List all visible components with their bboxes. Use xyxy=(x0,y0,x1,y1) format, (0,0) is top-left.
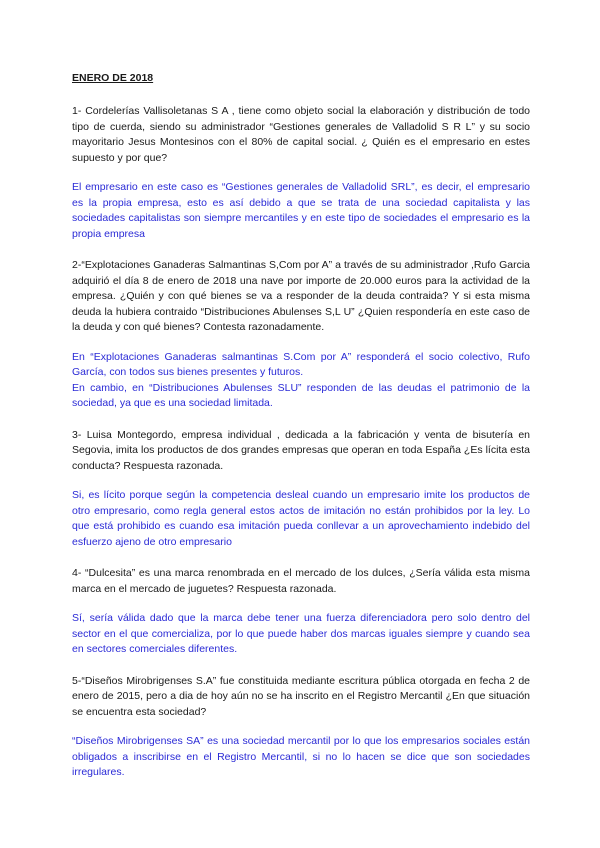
question-2: 2-“Explotaciones Ganaderas Salmantinas S,Com por A” a través de su administrador ,Rufo Garcia adquirió el día 8 de enero de 2018 una nave por importe de 20.000 euros para la actividad de la empresa. ¿Quién y con qué bienes se va a responder de la deuda contraida? Y si esta misma deuda la hubiera contraido “Distribuciones Abulenses S,L U” ¿Quien respondería en este caso de la deuda y con qué bienes? Contesta razonadamente. xyxy=(72,259,530,333)
answer-5: “Diseños Mirobrigenses SA” es una sociedad mercantil por lo que los empresarios sociales están obligados a inscribirse en el Registro Mercantil, si no lo hacen se dice que son sociedades irregulares. xyxy=(72,735,530,778)
document-title: ENERO DE 2018 xyxy=(72,72,154,84)
question-5: 5-“Diseños Mirobrigenses S.A” fue constituida mediante escritura pública otorgada en fecha 2 de enero de 2015, pero a dia de hoy aún no se ha inscrito en el Registro Mercantil ¿En que situación se encuentra esta sociedad? xyxy=(72,674,530,718)
answer-2-line-1: En “Explotaciones Ganaderas salmantinas S.Com por A” responderá el socio colectivo, Rufo García, con todos sus bienes presentes y futuros. xyxy=(72,350,530,378)
answer-4: Sí, sería válida dado que la marca debe tener una fuerza diferenciadora pero solo dentro del sector en el que comercializa, por lo que puede haber dos marcas iguales siempre y cuando sea en sectores comerciales diferentes. xyxy=(72,612,530,655)
answer-1: El empresario en este caso es “Gestiones generales de Valladolid SRL”, es decir, el empresario es la propia empresa, esto es así debido a que se trata de una sociedad capitalista y las sociedades capitalistas son siempre mercantiles y en este tipo de sociedades el empresario es la propia empresa xyxy=(72,181,530,240)
answer-3: Si, es lícito porque según la competencia desleal cuando un empresario imite los productos de otro empresario, como regla general estos actos de imitación no están prohibidos por la ley. Lo que está prohibido es cuando esa imitación pueda conllevar a un aprovechamiento indebido del esfuerzo ajeno de otro empresario xyxy=(72,489,530,548)
question-4: 4- “Dulcesita” es una marca renombrada en el mercado de los dulces, ¿Sería válida esta misma marca en el mercado de juguetes? Respuesta razonada. xyxy=(72,567,530,595)
answer-2-line-2: En cambio, en “Distribuciones Abulenses SLU” responden de las deudas el patrimonio de la sociedad, ya que es una sociedad limitada. xyxy=(72,381,530,409)
question-3: 3- Luisa Montegordo, empresa individual , dedicada a la fabricación y venta de bisutería en Segovia, imita los productos de dos grandes empresas que operan en toda España ¿Es lícita esta conducta? Respuesta razonada. xyxy=(72,428,530,472)
answer-2 xyxy=(72,350,530,412)
question-1: 1- Cordelerías Vallisoletanas S A , tiene como objeto social la elaboración y distribución de todo tipo de cuerda, siendo su administrador “Gestiones generales de Valladolid S R L” y su socio mayoritario Jesus Montesinos con el 80% de capital social. ¿ Quién es el empresario en estes supuesto y por que? xyxy=(72,105,530,164)
